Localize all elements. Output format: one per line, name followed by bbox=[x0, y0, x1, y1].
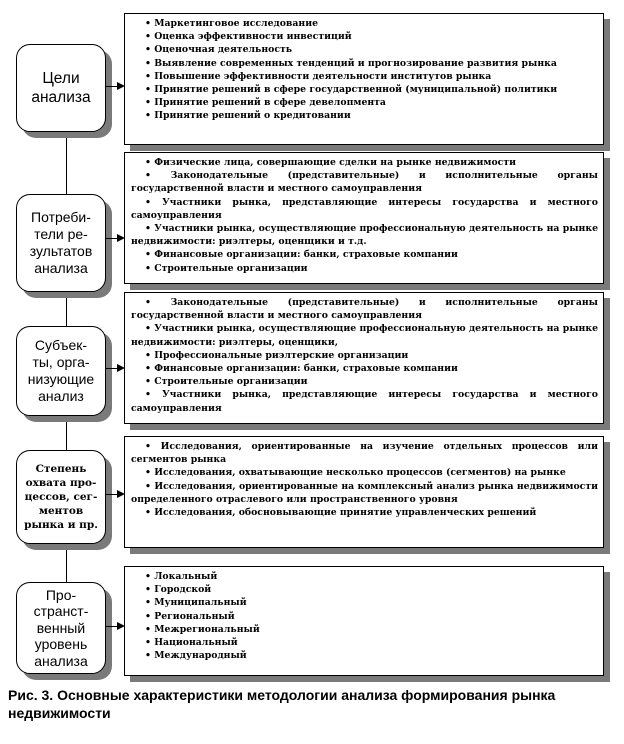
bullet: • bbox=[145, 31, 151, 43]
arrow-subjects bbox=[105, 368, 123, 369]
list-item bbox=[131, 506, 598, 519]
list-item bbox=[131, 57, 598, 70]
list-item-text: Международный bbox=[154, 650, 247, 662]
box-label-line: анализа bbox=[31, 89, 91, 106]
arrow-goals bbox=[105, 86, 123, 87]
box-spatial-level bbox=[16, 582, 106, 674]
box-label-line: странст- bbox=[33, 603, 89, 620]
list-item bbox=[131, 43, 598, 56]
bullet: • bbox=[145, 44, 151, 56]
bullet: • bbox=[145, 389, 151, 401]
bullet: • bbox=[145, 249, 151, 261]
box-analysis-subjects bbox=[16, 326, 106, 416]
list-item bbox=[131, 83, 598, 96]
list-item-text: Законодательные (представительные) и исполнительные органы государственной власти и местного самоуправления bbox=[131, 170, 598, 195]
list-item bbox=[131, 388, 598, 414]
list-item-text: Строительные организации bbox=[154, 376, 308, 388]
bullet: • bbox=[145, 262, 151, 274]
box-label-line: Цели bbox=[42, 70, 80, 87]
bullet: • bbox=[145, 376, 151, 388]
list-item-text: Национальный bbox=[154, 637, 238, 649]
box-result-consumers bbox=[16, 194, 106, 292]
bullet: • bbox=[145, 507, 151, 519]
bullet: • bbox=[145, 637, 151, 649]
box-label-line: цессов, сег- bbox=[24, 491, 98, 503]
bullet: • bbox=[145, 441, 151, 452]
list-result-consumers bbox=[124, 152, 604, 284]
bullet: • bbox=[145, 323, 151, 335]
box-label-line: анализ bbox=[38, 388, 84, 404]
list-item bbox=[131, 30, 598, 43]
box-label-line: Степень bbox=[35, 463, 87, 475]
list-item-text: Участники рынка, осуществляющие профессиональную деятельность на рынке недвижимости: риэлтеры, оценщики, bbox=[131, 323, 598, 348]
arrow-spatial bbox=[105, 626, 123, 627]
list-item-text: Участники рынка, представляющие интересы государства и местного самоуправления bbox=[131, 389, 598, 414]
bullet: • bbox=[145, 363, 151, 375]
bullet: • bbox=[145, 597, 151, 609]
box-label-line: Про- bbox=[45, 586, 77, 603]
bullet: • bbox=[145, 97, 151, 109]
list-item-text: Региональный bbox=[154, 610, 235, 622]
list-item-text: Муниципальный bbox=[154, 597, 247, 609]
list-item-text: Физические лица, совершающие сделки на рынке недвижимости bbox=[154, 157, 516, 168]
box-label-line: охвата про- bbox=[25, 477, 97, 489]
list-item-text: Исследования, ориентированные на комплексный анализ рынка недвижимости определенного отраслевого или пространственного уровня bbox=[131, 480, 598, 505]
list-item bbox=[131, 248, 598, 261]
list-item bbox=[131, 596, 598, 609]
bullet: • bbox=[145, 571, 151, 582]
bullet: • bbox=[145, 170, 151, 182]
list-item-text: Выявление современных тенденций и прогнозирование развития рынка bbox=[154, 57, 557, 69]
list-item bbox=[131, 322, 598, 348]
list-item bbox=[131, 610, 598, 623]
box-label-line: рынка и пр. bbox=[24, 519, 98, 531]
box-label-line: ты, орга- bbox=[32, 354, 90, 370]
list-item-text: Оценка эффективности инвестиций bbox=[154, 31, 352, 43]
list-item-text: Принятие решений в сфере девелопмента bbox=[154, 97, 386, 109]
figure-caption: Рис. 3. Основные характеристики методологии анализа формирования рынка недвижимости bbox=[8, 687, 556, 721]
box-label-line: Субъек- bbox=[34, 337, 88, 353]
list-spatial-level bbox=[124, 566, 604, 676]
list-item-text: Принятие решений о кредитовании bbox=[154, 110, 351, 122]
list-item-text: Маркетинговое исследование bbox=[154, 18, 319, 29]
box-label-line: уровень bbox=[34, 636, 88, 653]
bullet: • bbox=[145, 584, 151, 596]
list-item bbox=[131, 570, 598, 583]
list-item bbox=[131, 649, 598, 662]
list-item bbox=[131, 196, 598, 222]
list-item-text: Профессиональные риэлтерские организации bbox=[154, 349, 409, 361]
box-label-line: ментов bbox=[38, 505, 84, 517]
bullet: • bbox=[145, 110, 151, 122]
box-analysis-goals bbox=[16, 44, 106, 132]
bullet: • bbox=[145, 70, 151, 82]
list-item bbox=[131, 222, 598, 248]
list-item-text: Строительные организации bbox=[154, 262, 308, 274]
arrow-consumers bbox=[105, 238, 123, 239]
box-label-line: тели ре- bbox=[34, 226, 88, 242]
list-item-text: Участники рынка, осуществляющие профессиональную деятельность на рынке недвижимости: риэлтеры, оценщики и т.д. bbox=[131, 223, 598, 248]
bullet: • bbox=[145, 157, 151, 168]
list-item-text: Участники рынка, представляющие интересы государства и местного самоуправления bbox=[131, 196, 598, 221]
box-label-line: Потреби- bbox=[31, 209, 91, 225]
bullet: • bbox=[145, 84, 151, 96]
list-item bbox=[131, 362, 598, 375]
list-item bbox=[131, 375, 598, 388]
list-item-text: Оценочная деятельность bbox=[154, 44, 293, 56]
list-item bbox=[131, 480, 598, 506]
box-label-line: анализа bbox=[34, 652, 88, 669]
bullet: • bbox=[145, 650, 151, 662]
bullet: • bbox=[145, 349, 151, 361]
bullet: • bbox=[145, 57, 151, 69]
list-item bbox=[131, 349, 598, 362]
list-item bbox=[131, 70, 598, 83]
bullet: • bbox=[145, 196, 151, 208]
list-item bbox=[131, 262, 598, 275]
list-item-text: Межрегиональный bbox=[154, 623, 260, 635]
bullet: • bbox=[145, 623, 151, 635]
list-item-text: Финансовые организации: банки, страховые компании bbox=[154, 363, 458, 375]
box-label-line: анализа bbox=[34, 260, 88, 276]
list-item bbox=[131, 96, 598, 109]
box-label-line: зультатов bbox=[29, 243, 93, 259]
list-analysis-subjects bbox=[124, 292, 604, 424]
list-item-text: Финансовые организации: банки, страховые компании bbox=[154, 249, 458, 261]
list-item bbox=[131, 636, 598, 649]
bullet: • bbox=[145, 467, 151, 479]
list-item bbox=[131, 17, 598, 30]
arrow-coverage bbox=[105, 494, 123, 495]
list-item bbox=[131, 440, 598, 466]
list-item-text: Повышение эффективности деятельности институтов рынка bbox=[154, 70, 492, 82]
list-item-text: Принятие решений в сфере государственной (муниципальной) политики bbox=[154, 84, 558, 96]
list-item bbox=[131, 156, 598, 169]
list-item bbox=[131, 109, 598, 122]
bullet: • bbox=[145, 610, 151, 622]
bullet: • bbox=[145, 480, 151, 492]
list-item bbox=[131, 296, 598, 322]
bullet: • bbox=[145, 297, 151, 308]
list-item-text: Законодательные (представительные) и исполнительные органы государственной власти и местного самоуправления bbox=[131, 297, 598, 322]
list-item bbox=[131, 623, 598, 636]
box-coverage-degree bbox=[16, 450, 106, 544]
list-item-text: Исследования, охватывающие несколько процессов (сегментов) на рынке bbox=[154, 467, 566, 479]
bullet: • bbox=[145, 223, 151, 235]
list-item bbox=[131, 466, 598, 479]
list-coverage-degree bbox=[124, 436, 604, 548]
bullet: • bbox=[145, 18, 151, 29]
list-item-text: Исследования, ориентированные на изучение отдельных процессов или сегментов рынка bbox=[131, 441, 598, 466]
list-item-text: Исследования, обосновывающие принятие управленческих решений bbox=[154, 507, 537, 519]
list-item-text: Городской bbox=[154, 584, 212, 596]
box-label-line: низующие bbox=[27, 371, 95, 387]
list-item bbox=[131, 583, 598, 596]
list-analysis-goals bbox=[124, 13, 604, 145]
list-item-text: Локальный bbox=[154, 571, 218, 582]
list-item bbox=[131, 169, 598, 195]
box-label-line: венный bbox=[36, 619, 86, 636]
